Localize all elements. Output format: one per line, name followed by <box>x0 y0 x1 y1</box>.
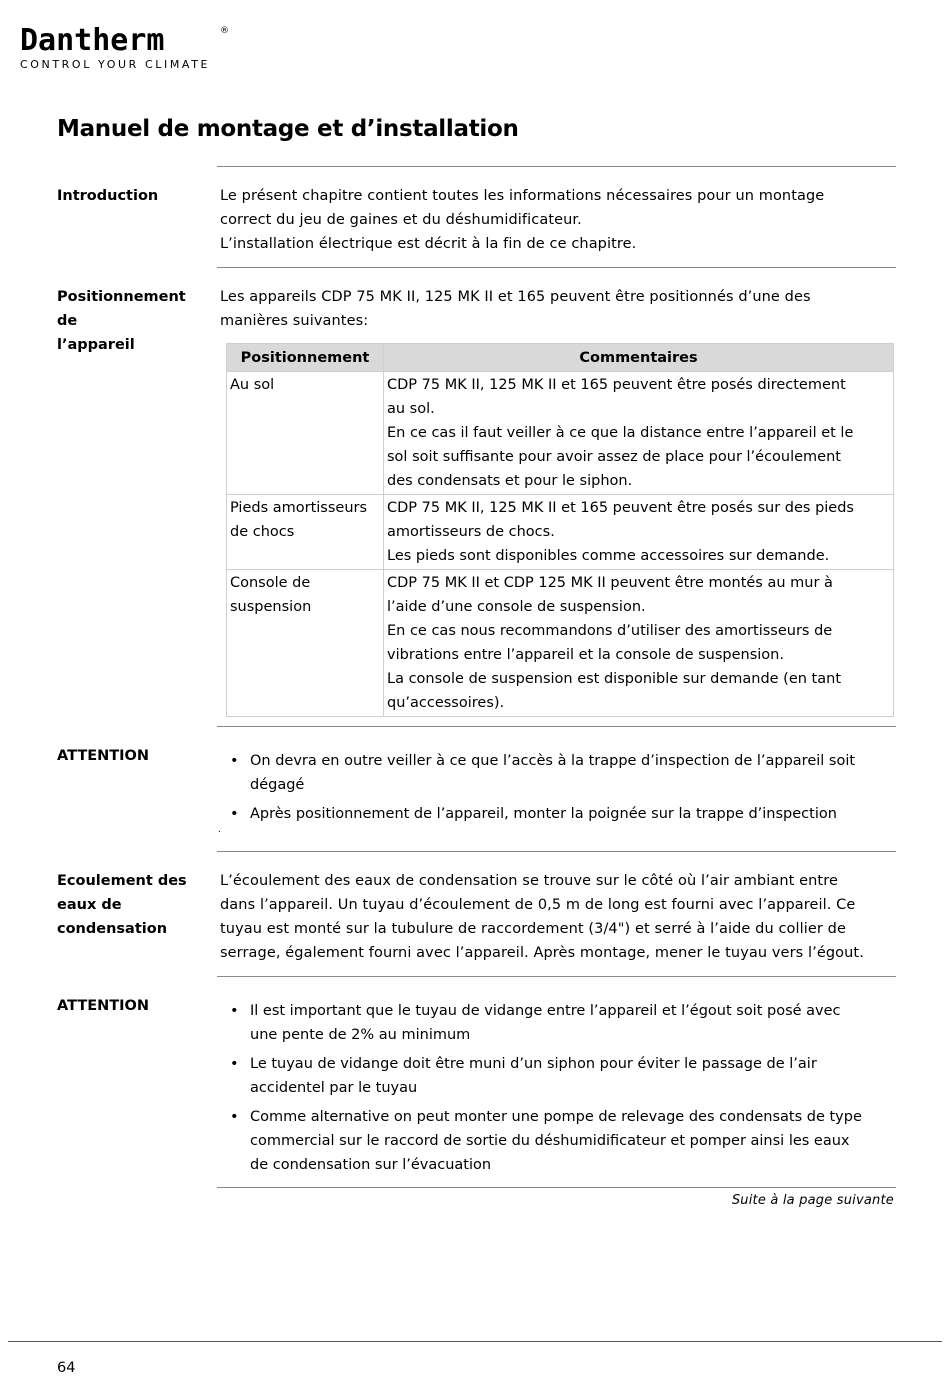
registered-mark: ® <box>220 26 229 36</box>
table-row <box>227 495 894 570</box>
item-line: une pente de 2% au minimum <box>250 1027 471 1043</box>
cell-line: qu’accessoires). <box>387 695 505 711</box>
bullet-icon: • <box>230 1003 239 1019</box>
cell-line: au sol. <box>387 401 435 417</box>
cell-line: CDP 75 MK II et CDP 125 MK II peuvent être montés au mur à <box>387 575 833 591</box>
divider <box>217 1187 896 1188</box>
item-line: de condensation sur l’évacuation <box>250 1157 492 1173</box>
logo-tagline: CONTROL YOUR CLIMATE <box>20 58 211 71</box>
text-line: L’écoulement des eaux de condensation se trouve sur le côté où l’air ambiant entre <box>220 873 838 889</box>
column-header-comments: Commentaires <box>384 344 894 372</box>
introduction-text <box>220 184 890 256</box>
positioning-text <box>220 285 890 333</box>
cell-line: La console de suspension est disponible sur demande (en tant <box>387 671 842 687</box>
list-item <box>220 749 892 797</box>
label-line: eaux de <box>57 897 122 913</box>
cell-position <box>227 372 384 495</box>
cell-line: Console de <box>230 575 311 591</box>
item-line: dégagé <box>250 777 305 793</box>
item-line: accidentel par le tuyau <box>250 1080 418 1096</box>
brand-logo <box>20 23 229 71</box>
divider <box>217 267 896 268</box>
footer-divider <box>8 1341 942 1342</box>
cell-line: des condensats et pour le siphon. <box>387 473 633 489</box>
label-line: Positionnement de <box>57 289 186 329</box>
cell-line: l’aide d’une console de suspension. <box>387 599 646 615</box>
item-line: commercial sur le raccord de sortie du déshumidificateur et pomper ainsi les eaux <box>250 1133 850 1149</box>
table-header-row <box>227 344 894 372</box>
table-row <box>227 570 894 717</box>
list-item <box>220 999 892 1047</box>
cell-line: En ce cas nous recommandons d’utiliser des amortisseurs de <box>387 623 833 639</box>
divider <box>217 851 896 852</box>
item-line: Après positionnement de l’appareil, monter la poignée sur la trappe d’inspection <box>250 806 837 822</box>
text-line: serrage, également fourni avec l’appareil. Après montage, mener le tuyau vers l’égout. <box>220 945 864 961</box>
cell-line: vibrations entre l’appareil et la console de suspension. <box>387 647 784 663</box>
cell-line: En ce cas il faut veiller à ce que la distance entre l’appareil et le <box>387 425 854 441</box>
text-line: tuyau est monté sur la tubulure de raccordement (3/4") et serré à l’aide du collier de <box>220 921 846 937</box>
positioning-table <box>226 343 894 717</box>
divider <box>217 726 896 727</box>
attention-list <box>220 749 892 831</box>
text-line: manières suivantes: <box>220 313 369 329</box>
divider <box>217 976 896 977</box>
list-item <box>220 1105 892 1177</box>
page-number: 64 <box>57 1360 76 1376</box>
continued-note: Suite à la page suivante <box>731 1193 894 1208</box>
label-line: condensation <box>57 921 168 937</box>
section-label-positioning <box>57 285 207 357</box>
cell-line: Au sol <box>230 377 275 393</box>
bullet-icon: • <box>230 753 239 769</box>
list-item <box>220 1052 892 1100</box>
drainage-text <box>220 869 890 965</box>
attention-list <box>220 999 892 1182</box>
divider <box>217 166 896 167</box>
bullet-icon: • <box>230 806 239 822</box>
cell-line: Pieds amortisseurs <box>230 500 368 516</box>
item-line: Comme alternative on peut monter une pompe de relevage des condensats de type <box>250 1109 862 1125</box>
trailing-mark: . <box>218 825 221 835</box>
column-header-positioning: Positionnement <box>227 344 384 372</box>
item-line: Le tuyau de vidange doit être muni d’un siphon pour éviter le passage de l’air <box>250 1056 817 1072</box>
bullet-icon: • <box>230 1109 239 1125</box>
list-item <box>220 802 892 826</box>
cell-comment <box>384 570 894 717</box>
section-label-attention: ATTENTION <box>57 998 149 1014</box>
label-line: Ecoulement des <box>57 873 187 889</box>
bullet-icon: • <box>230 1056 239 1072</box>
cell-position <box>227 495 384 570</box>
cell-line: suspension <box>230 599 312 615</box>
cell-line: CDP 75 MK II, 125 MK II et 165 peuvent être posés directement <box>387 377 846 393</box>
text-line: Le présent chapitre contient toutes les informations nécessaires pour un montage <box>220 188 825 204</box>
cell-line: de chocs <box>230 524 295 540</box>
item-line: On devra en outre veiller à ce que l’accès à la trappe d’inspection de l’appareil soit <box>250 753 856 769</box>
cell-comment <box>384 372 894 495</box>
cell-comment <box>384 495 894 570</box>
page-title: Manuel de montage et d’installation <box>57 116 519 142</box>
table-row <box>227 372 894 495</box>
text-line: correct du jeu de gaines et du déshumidificateur. <box>220 212 582 228</box>
section-label-attention: ATTENTION <box>57 748 149 764</box>
logo-wordmark: Dantherm <box>20 23 165 58</box>
text-line: Les appareils CDP 75 MK II, 125 MK II et 165 peuvent être positionnés d’une des <box>220 289 811 305</box>
cell-line: CDP 75 MK II, 125 MK II et 165 peuvent être posés sur des pieds <box>387 500 854 516</box>
section-label-drainage <box>57 869 207 941</box>
item-line: Il est important que le tuyau de vidange entre l’appareil et l’égout soit posé avec <box>250 1003 841 1019</box>
cell-line: amortisseurs de chocs. <box>387 524 555 540</box>
text-line: dans l’appareil. Un tuyau d’écoulement de 0,5 m de long est fourni avec l’appareil. Ce <box>220 897 856 913</box>
section-label-introduction: Introduction <box>57 188 159 204</box>
cell-line: Les pieds sont disponibles comme accessoires sur demande. <box>387 548 830 564</box>
text-line: L’installation électrique est décrit à la fin de ce chapitre. <box>220 236 637 252</box>
cell-line: sol soit suffisante pour avoir assez de place pour l’écoulement <box>387 449 841 465</box>
cell-position <box>227 570 384 717</box>
label-line: l’appareil <box>57 337 135 353</box>
